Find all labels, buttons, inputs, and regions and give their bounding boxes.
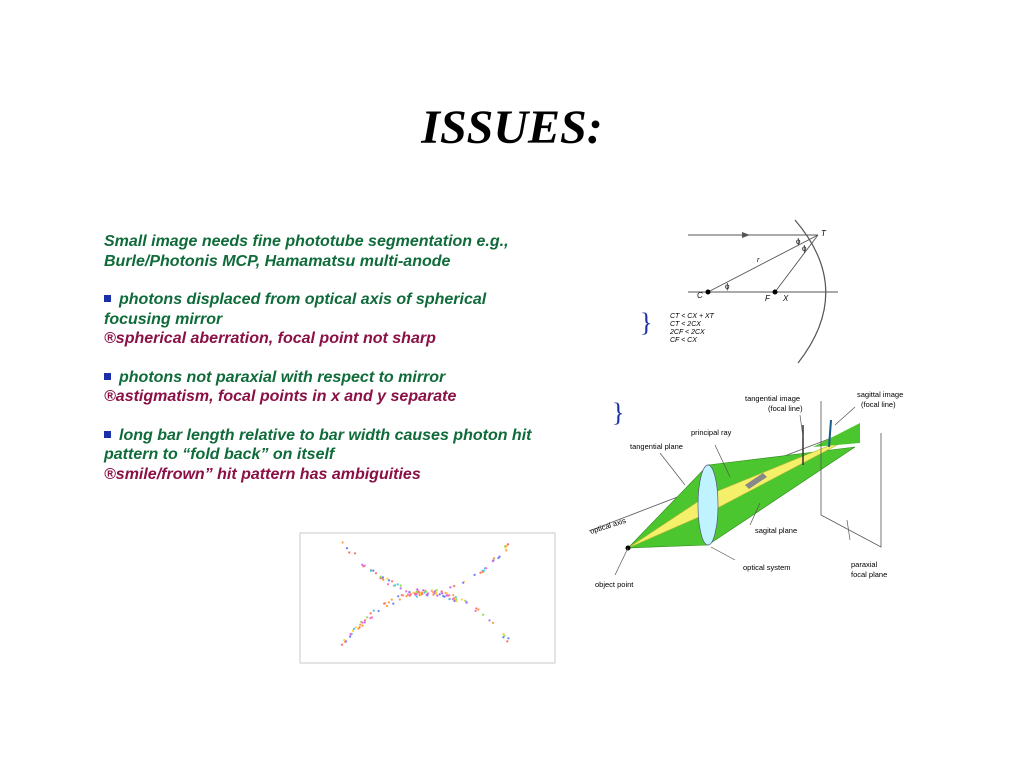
label-optical-system: optical system bbox=[743, 563, 791, 572]
bullet-3-consequence: ®smile/frown” hit pattern has ambiguities bbox=[104, 465, 421, 483]
hit-point bbox=[417, 591, 419, 593]
hit-point bbox=[409, 595, 411, 597]
hit-point bbox=[397, 595, 399, 597]
hit-point bbox=[378, 610, 380, 612]
hit-point bbox=[456, 600, 458, 602]
hit-point bbox=[416, 596, 418, 598]
hit-point bbox=[448, 594, 450, 596]
hit-point bbox=[479, 572, 481, 574]
hit-point bbox=[370, 570, 372, 572]
bullet-1-line-2: focusing mirror bbox=[104, 310, 223, 328]
intro-line-1: Small image needs fine phototube segmentation e.g., bbox=[104, 233, 509, 250]
hit-point bbox=[504, 547, 506, 549]
hit-point bbox=[488, 619, 490, 621]
hit-point bbox=[391, 599, 393, 601]
hit-point bbox=[361, 622, 363, 624]
equation-1: CT < CX + XT bbox=[670, 313, 714, 320]
hit-point bbox=[373, 610, 375, 612]
hit-point bbox=[431, 589, 433, 591]
label-tangential-image: tangential image bbox=[745, 394, 801, 403]
bullet-2-line-1: photons not paraxial with respect to mirror bbox=[119, 368, 446, 386]
hit-point bbox=[348, 551, 350, 553]
brace-mirror: } bbox=[640, 308, 653, 337]
hit-point bbox=[492, 622, 494, 624]
label-optical-axis: optical axis bbox=[588, 515, 627, 536]
hit-point bbox=[477, 609, 479, 611]
hit-point bbox=[383, 603, 385, 605]
label-object-point: object point bbox=[595, 580, 634, 589]
hit-point bbox=[493, 557, 495, 559]
hit-point bbox=[346, 547, 348, 549]
label-tangential-plane: tangential plane bbox=[630, 442, 683, 451]
center-point bbox=[706, 290, 711, 295]
hit-point bbox=[402, 594, 404, 596]
equation-2: CT < 2CX bbox=[670, 321, 701, 328]
hit-point bbox=[453, 598, 455, 600]
hit-point bbox=[435, 593, 437, 595]
hit-point bbox=[361, 625, 363, 627]
square-bullet-icon bbox=[104, 295, 111, 302]
hit-point bbox=[452, 594, 454, 596]
hit-point bbox=[466, 601, 468, 603]
hit-point bbox=[391, 580, 393, 582]
leader-line bbox=[711, 547, 735, 560]
hit-point bbox=[372, 570, 374, 572]
hit-point bbox=[483, 570, 485, 572]
bullet-item bbox=[104, 290, 584, 349]
hit-point bbox=[364, 565, 366, 567]
hit-point bbox=[475, 610, 477, 612]
hit-point bbox=[387, 583, 389, 585]
hit-point bbox=[462, 582, 464, 584]
hit-point bbox=[361, 564, 363, 566]
label-phi-1: ϕ bbox=[796, 237, 801, 246]
astigmatism-diagram bbox=[585, 385, 930, 595]
label-principal-ray: principal ray bbox=[691, 428, 732, 437]
equation-3: 2CF < 2CX bbox=[670, 329, 705, 336]
hit-point bbox=[506, 640, 508, 642]
bullet-item bbox=[104, 426, 584, 485]
hit-point bbox=[505, 549, 507, 551]
hit-point bbox=[497, 557, 499, 559]
spherical-mirror-diagram bbox=[670, 215, 860, 365]
hit-point bbox=[355, 626, 357, 628]
hit-point bbox=[502, 636, 504, 638]
hit-point bbox=[448, 598, 450, 600]
hit-point bbox=[416, 591, 418, 593]
hit-point bbox=[414, 592, 416, 594]
hit-point bbox=[423, 591, 425, 593]
hit-point bbox=[369, 617, 371, 619]
hit-point bbox=[397, 583, 399, 585]
hit-point bbox=[392, 603, 394, 605]
square-bullet-icon bbox=[104, 431, 111, 438]
label-sagittal-focal-line: (focal line) bbox=[861, 400, 896, 409]
hit-point bbox=[446, 594, 448, 596]
hit-point bbox=[446, 592, 448, 594]
label-phi-3: ϕ bbox=[725, 282, 730, 291]
label-c: C bbox=[697, 291, 703, 300]
square-bullet-icon bbox=[104, 373, 111, 380]
intro-line-2: Burle/Photonis MCP, Hamamatsu multi-anode bbox=[104, 252, 451, 270]
hit-point bbox=[364, 619, 366, 621]
slide-body bbox=[104, 232, 584, 503]
hit-point bbox=[357, 628, 359, 630]
hit-point bbox=[441, 590, 443, 592]
hit-point bbox=[421, 593, 423, 595]
label-phi-2: ϕ bbox=[802, 244, 807, 253]
lens bbox=[698, 465, 718, 545]
label-r: r bbox=[757, 257, 760, 264]
hit-point bbox=[388, 601, 390, 603]
label-x: X bbox=[783, 294, 789, 303]
label-t: T bbox=[821, 229, 826, 238]
hit-point bbox=[475, 607, 477, 609]
hit-point bbox=[394, 584, 396, 586]
hit-point bbox=[375, 572, 377, 574]
hit-point bbox=[380, 576, 382, 578]
bullet-2-consequence: ®astigmatism, focal points in x and y separate bbox=[104, 388, 457, 405]
hit-point bbox=[432, 591, 434, 593]
intro-paragraph bbox=[104, 232, 584, 271]
hit-point bbox=[449, 586, 451, 588]
hit-point bbox=[382, 579, 384, 581]
label-sagittal-image: sagittal image bbox=[857, 390, 904, 399]
hit-point bbox=[442, 595, 444, 597]
slide-title: ISSUES: bbox=[421, 101, 603, 154]
bullet-1-line-1: photons displaced from optical axis of spherical bbox=[119, 291, 487, 308]
hit-point bbox=[400, 587, 402, 589]
hit-point bbox=[408, 591, 410, 593]
label-focal-plane: focal plane bbox=[851, 570, 888, 579]
hit-point bbox=[386, 578, 388, 580]
hit-point bbox=[349, 636, 351, 638]
hit-point bbox=[436, 589, 438, 591]
equation-4: CF < CX bbox=[670, 337, 697, 344]
leader-line bbox=[835, 407, 855, 425]
hit-point bbox=[455, 596, 457, 598]
hit-point bbox=[461, 598, 463, 600]
hit-point bbox=[352, 630, 354, 632]
hit-point bbox=[439, 593, 441, 595]
hit-point bbox=[502, 633, 504, 635]
hit-point bbox=[492, 559, 494, 561]
hit-point bbox=[342, 541, 344, 543]
hit-point bbox=[507, 637, 509, 639]
hit-point bbox=[453, 585, 455, 587]
hit-point bbox=[353, 628, 355, 630]
hit-point bbox=[341, 644, 343, 646]
hit-point bbox=[370, 612, 372, 614]
focus-point bbox=[773, 290, 778, 295]
hit-point bbox=[422, 589, 424, 591]
label-sagital-plane: sagital plane bbox=[755, 526, 798, 535]
plot-frame bbox=[300, 533, 555, 663]
label-paraxial: paraxial bbox=[851, 560, 878, 569]
hit-point bbox=[359, 624, 361, 626]
brace-optics: } bbox=[612, 398, 625, 427]
hit-point bbox=[388, 579, 390, 581]
hit-point bbox=[382, 576, 384, 578]
hit-point bbox=[366, 616, 368, 618]
hit-pattern-plot bbox=[290, 530, 560, 670]
hit-point bbox=[354, 552, 356, 554]
leader-line bbox=[660, 453, 685, 485]
label-f: F bbox=[765, 294, 770, 303]
hit-point bbox=[386, 605, 388, 607]
hit-point bbox=[364, 621, 366, 623]
hit-point bbox=[351, 633, 353, 635]
hit-point bbox=[399, 598, 401, 600]
hit-point bbox=[482, 614, 484, 616]
hit-point bbox=[507, 543, 509, 545]
hit-point bbox=[427, 592, 429, 594]
hit-point bbox=[343, 639, 345, 641]
leader-line bbox=[615, 548, 628, 575]
bullet-3-line-2: pattern to “fold back” on itself bbox=[104, 446, 335, 463]
hit-point bbox=[506, 545, 508, 547]
bullet-item bbox=[104, 368, 584, 407]
hit-point bbox=[484, 567, 486, 569]
sagittal-image-fan bbox=[813, 423, 860, 447]
hit-point bbox=[400, 585, 402, 587]
label-tangential-focal-line: (focal line) bbox=[768, 404, 803, 413]
bullet-1-consequence: ®spherical aberration, focal point not sharp bbox=[104, 330, 436, 347]
hit-point bbox=[474, 574, 476, 576]
bullet-3-line-1: long bar length relative to bar width causes photon hit bbox=[119, 426, 532, 444]
hit-point bbox=[416, 588, 418, 590]
hit-point bbox=[405, 590, 407, 592]
arrow-icon bbox=[742, 232, 750, 238]
